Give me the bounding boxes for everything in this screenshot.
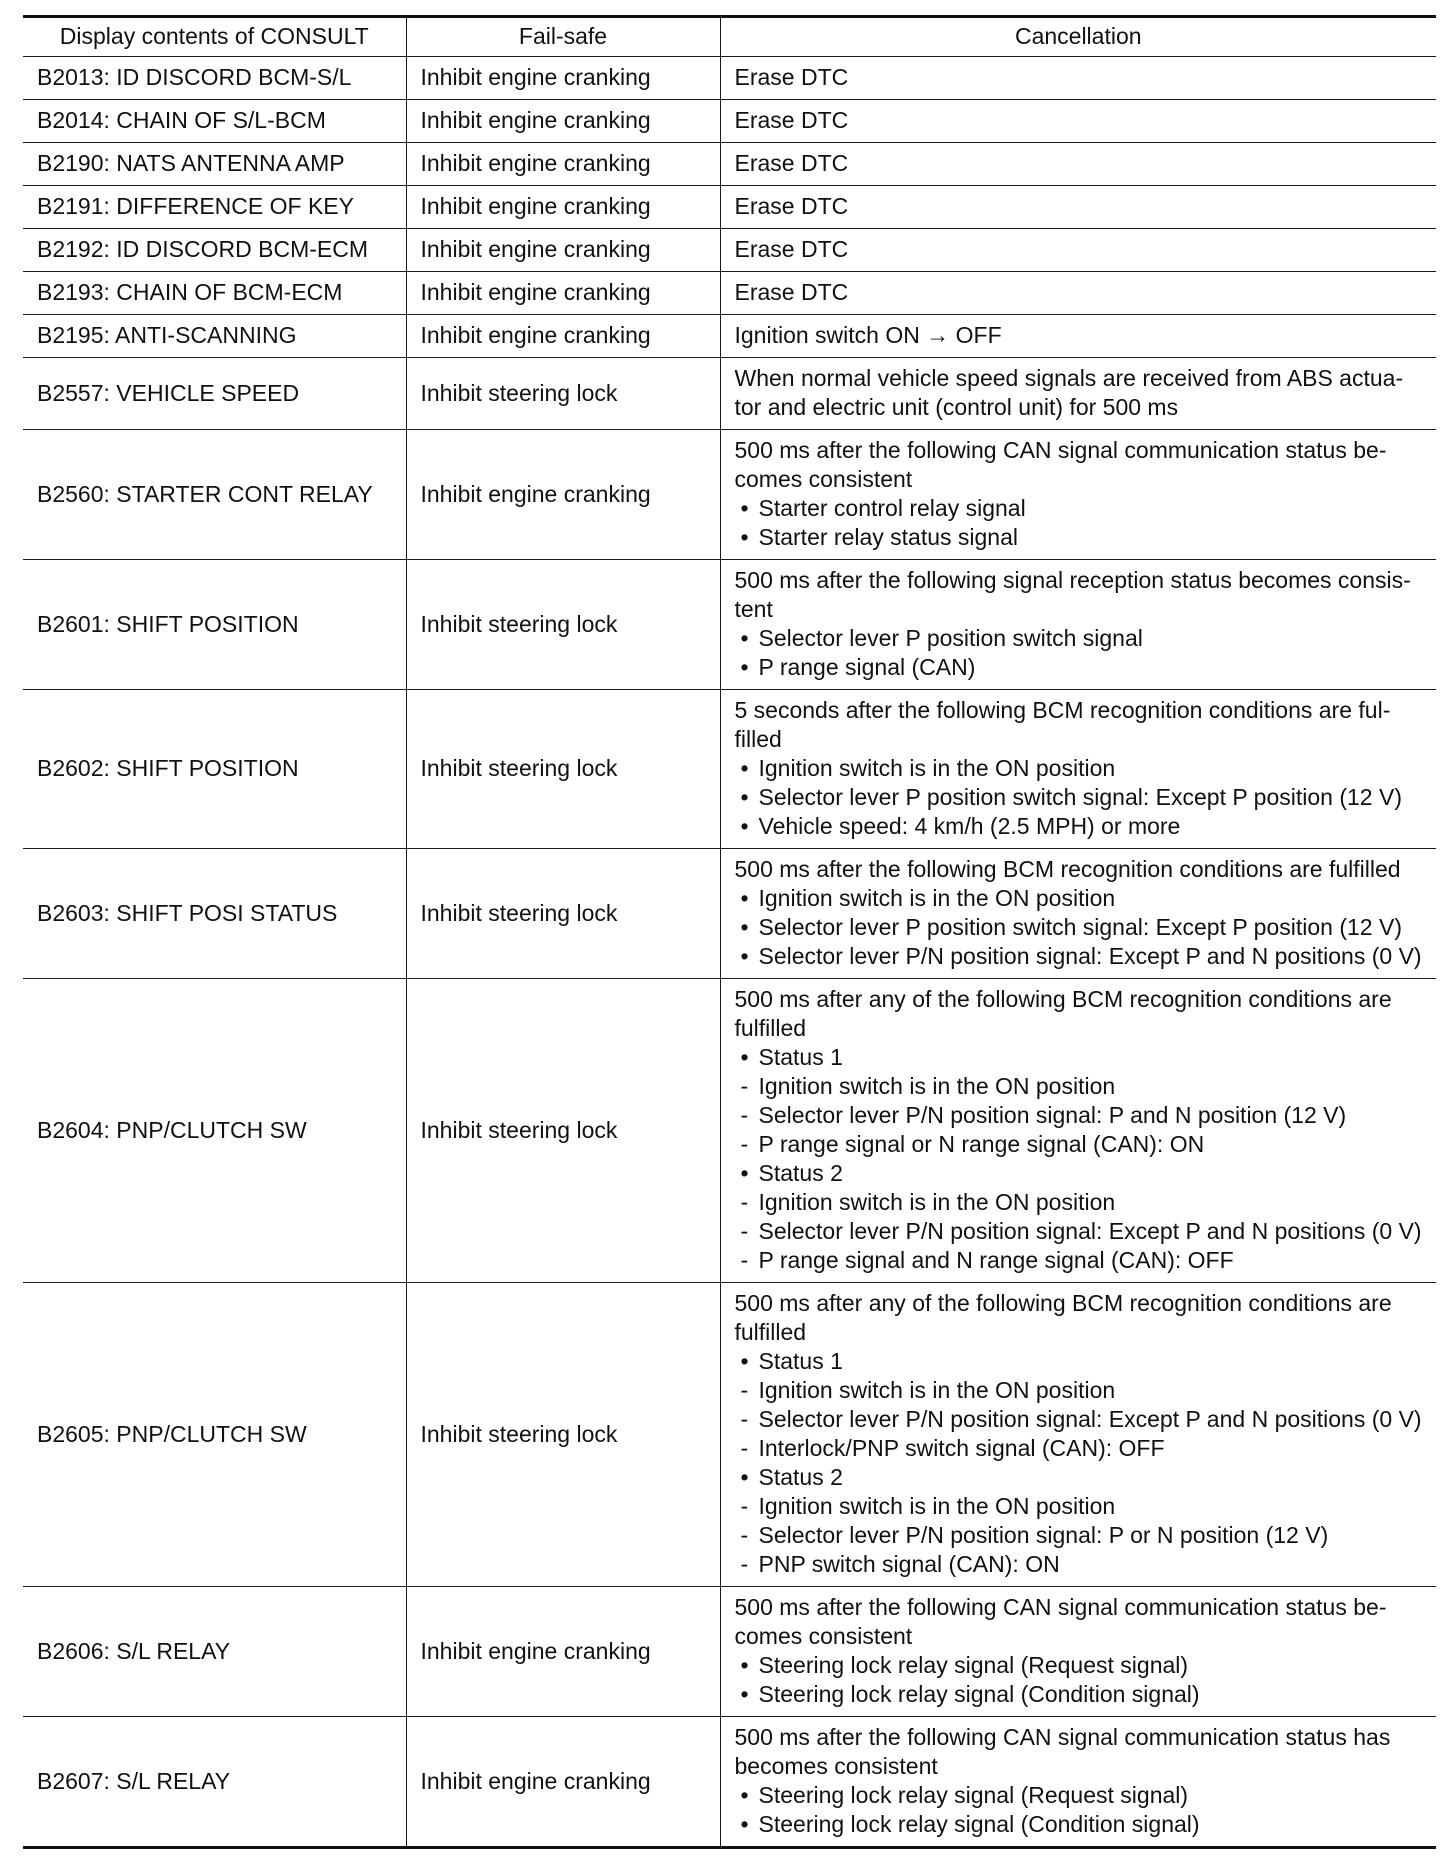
condition-text: Selector lever P/N position signal: P and N position (12 V) [758,1102,1347,1128]
condition-item [735,1492,1423,1521]
condition-text: Selector lever P/N position signal: P or N position (12 V) [758,1522,1329,1548]
condition-text: Selector lever P position switch signal: Except P position (12 V) [758,914,1402,940]
condition-list [735,494,1423,552]
condition-list [735,884,1423,971]
bullet-icon: • [740,943,749,969]
cancellation-cell [720,979,1436,1283]
bullet-icon: • [740,1348,749,1374]
condition-item [735,1072,1423,1101]
bullet-icon: • [740,885,749,911]
failsafe-cell: Inhibit engine cranking [406,100,720,143]
dtc-display-cell: B2557: VEHICLE SPEED [23,358,406,430]
condition-item [735,653,1423,682]
condition-text: PNP switch signal (CAN): ON [758,1551,1060,1577]
table-row [23,315,1436,358]
cancellation-cell [720,1717,1436,1848]
condition-text: Steering lock relay signal (Request signal) [758,1652,1189,1678]
cancellation-intro: 500 ms after the following CAN signal communication status has becomes consistent [734,1724,1391,1779]
condition-item [735,1550,1423,1579]
failsafe-cell: Inhibit engine cranking [406,143,720,186]
dash-icon: - [740,1377,749,1403]
dash-icon: - [740,1493,749,1519]
condition-item [735,1781,1423,1810]
failsafe-cell: Inhibit steering lock [406,1283,720,1587]
failsafe-cell: Inhibit engine cranking [406,57,720,100]
cancellation-intro: 500 ms after the following signal reception status becomes consis-tent [734,567,1411,622]
condition-text: Selector lever P position switch signal [758,625,1143,651]
cancellation-intro: 500 ms after any of the following BCM recognition conditions are fulfilled [734,1290,1392,1345]
bullet-icon: • [740,1044,749,1070]
condition-item [735,1521,1423,1550]
condition-text: Ignition switch is in the ON position [758,885,1116,911]
cancellation-cell [720,229,1436,272]
condition-item [735,1347,1423,1376]
table-row [23,1717,1436,1848]
condition-list [735,1651,1423,1709]
cancellation-cell [720,100,1436,143]
condition-text: Ignition switch is in the ON position [758,1189,1116,1215]
table-row [23,1587,1436,1717]
bullet-icon: • [740,1811,749,1837]
condition-text: Steering lock relay signal (Condition signal) [758,1811,1200,1837]
dash-icon: - [740,1102,749,1128]
failsafe-cell: Inhibit steering lock [406,690,720,849]
condition-text: P range signal and N range signal (CAN): OFF [758,1247,1234,1273]
condition-text: Steering lock relay signal (Request signal) [758,1782,1189,1808]
condition-item [735,1159,1423,1188]
condition-text: Selector lever P position switch signal: Except P position (12 V) [758,784,1402,810]
bullet-icon: • [740,784,749,810]
cancellation-cell [720,849,1436,979]
dtc-display-cell: B2190: NATS ANTENNA AMP [23,143,406,186]
dash-icon: - [740,1522,749,1548]
bullet-icon: • [740,625,749,651]
table-row [23,430,1436,560]
condition-item [735,1101,1423,1130]
condition-item [735,1188,1423,1217]
condition-text: Ignition switch is in the ON position [758,1073,1116,1099]
cancellation-cell [720,272,1436,315]
cancellation-cell [720,186,1436,229]
header-row [23,17,1436,57]
condition-text: Steering lock relay signal (Condition signal) [758,1681,1200,1707]
dash-icon: - [740,1189,749,1215]
condition-list [735,1781,1423,1839]
failsafe-cell: Inhibit engine cranking [406,1587,720,1717]
condition-text: Selector lever P/N position signal: Except P and N positions (0 V) [758,1218,1422,1244]
cancellation-cell [720,358,1436,430]
table-row [23,690,1436,849]
condition-text: Selector lever P/N position signal: Except P and N positions (0 V) [758,943,1422,969]
condition-text: Ignition switch is in the ON position [758,1377,1116,1403]
condition-item [735,1434,1423,1463]
table-row [23,272,1436,315]
dtc-display-cell: B2601: SHIFT POSITION [23,560,406,690]
condition-text: Status 2 [758,1160,843,1186]
cancellation-cell [720,690,1436,849]
bullet-icon: • [740,813,749,839]
condition-item [735,1405,1423,1434]
dash-icon: - [740,1247,749,1273]
dtc-display-cell: B2014: CHAIN OF S/L-BCM [23,100,406,143]
header-display-contents: Display contents of CONSULT [23,17,406,57]
dtc-display-cell: B2602: SHIFT POSITION [23,690,406,849]
condition-text: Selector lever P/N position signal: Except P and N positions (0 V) [758,1406,1422,1432]
cancellation-cell [720,1283,1436,1587]
cancellation-intro: Erase DTC [734,64,849,90]
condition-item [735,1680,1423,1709]
condition-text: Status 2 [758,1464,843,1490]
condition-item [735,1043,1423,1072]
dtc-display-cell: B2195: ANTI-SCANNING [23,315,406,358]
bullet-icon: • [740,524,749,550]
condition-item [735,1246,1423,1275]
header-cancellation: Cancellation [720,17,1436,57]
failsafe-cell: Inhibit steering lock [406,358,720,430]
cancellation-cell [720,57,1436,100]
condition-text: Status 1 [758,1044,843,1070]
cancellation-intro: Erase DTC [734,107,849,133]
bullet-icon: • [740,1652,749,1678]
condition-item [735,1130,1423,1159]
table-row [23,100,1436,143]
condition-list [735,1043,1423,1275]
cancellation-cell [720,143,1436,186]
failsafe-cell: Inhibit engine cranking [406,1717,720,1848]
bullet-icon: • [740,1464,749,1490]
condition-item [735,783,1423,812]
dtc-display-cell: B2606: S/L RELAY [23,1587,406,1717]
condition-text: Ignition switch is in the ON position [758,1493,1116,1519]
cancellation-intro: 5 seconds after the following BCM recognition conditions are ful-filled [734,697,1391,752]
condition-item [735,1217,1423,1246]
dtc-display-cell: B2607: S/L RELAY [23,1717,406,1848]
header-fail-safe: Fail-safe [406,17,720,57]
failsafe-cell: Inhibit steering lock [406,979,720,1283]
failsafe-cell: Inhibit steering lock [406,849,720,979]
dash-icon: - [740,1551,749,1577]
condition-text: Starter control relay signal [758,495,1026,521]
failsafe-cell: Inhibit engine cranking [406,430,720,560]
bullet-icon: • [740,755,749,781]
condition-item [735,624,1423,653]
cancellation-cell [720,1587,1436,1717]
cancellation-intro: Ignition switch ON → OFF [734,322,1002,348]
table-body [23,57,1436,1848]
bullet-icon: • [740,495,749,521]
condition-text: P range signal (CAN) [758,654,976,680]
table-row [23,1283,1436,1587]
failsafe-cell: Inhibit steering lock [406,560,720,690]
condition-item [735,913,1423,942]
cancellation-intro: 500 ms after the following BCM recognition conditions are fulfilled [734,856,1401,882]
condition-item [735,1463,1423,1492]
table-row [23,560,1436,690]
cancellation-intro: Erase DTC [734,279,849,305]
dtc-display-cell: B2191: DIFFERENCE OF KEY [23,186,406,229]
condition-text: Vehicle speed: 4 km/h (2.5 MPH) or more [758,813,1181,839]
dash-icon: - [740,1131,749,1157]
condition-item [735,494,1423,523]
dash-icon: - [740,1435,749,1461]
failsafe-table [23,15,1436,1849]
condition-text: Status 1 [758,1348,843,1374]
cancellation-intro: Erase DTC [734,236,849,262]
condition-item [735,942,1423,971]
dtc-display-cell: B2192: ID DISCORD BCM-ECM [23,229,406,272]
cancellation-intro: Erase DTC [734,193,849,219]
bullet-icon: • [740,654,749,680]
condition-item [735,1651,1423,1680]
failsafe-cell: Inhibit engine cranking [406,229,720,272]
dash-icon: - [740,1406,749,1432]
table-row [23,229,1436,272]
dtc-display-cell: B2603: SHIFT POSI STATUS [23,849,406,979]
cancellation-cell [720,560,1436,690]
dtc-display-cell: B2193: CHAIN OF BCM-ECM [23,272,406,315]
cancellation-cell [720,315,1436,358]
condition-item [735,812,1423,841]
condition-list [735,624,1423,682]
condition-item [735,1376,1423,1405]
dash-icon: - [740,1218,749,1244]
table-row [23,186,1436,229]
table-row [23,143,1436,186]
cancellation-intro: Erase DTC [734,150,849,176]
dtc-display-cell: B2604: PNP/CLUTCH SW [23,979,406,1283]
condition-item [735,884,1423,913]
cancellation-intro: 500 ms after the following CAN signal communication status be-comes consistent [734,1594,1387,1649]
dash-icon: - [740,1073,749,1099]
dtc-display-cell: B2605: PNP/CLUTCH SW [23,1283,406,1587]
dtc-display-cell: B2013: ID DISCORD BCM-S/L [23,57,406,100]
condition-text: Starter relay status signal [758,524,1019,550]
cancellation-intro: 500 ms after the following CAN signal communication status be-comes consistent [734,437,1387,492]
condition-list [735,1347,1423,1579]
condition-list [735,754,1423,841]
dtc-display-cell: B2560: STARTER CONT RELAY [23,430,406,560]
condition-text: Interlock/PNP switch signal (CAN): OFF [758,1435,1165,1461]
cancellation-cell [720,430,1436,560]
bullet-icon: • [740,914,749,940]
bullet-icon: • [740,1782,749,1808]
condition-item [735,523,1423,552]
table-row [23,358,1436,430]
condition-text: Ignition switch is in the ON position [758,755,1116,781]
cancellation-intro: 500 ms after any of the following BCM recognition conditions are fulfilled [734,986,1392,1041]
condition-item [735,1810,1423,1839]
condition-item [735,754,1423,783]
failsafe-cell: Inhibit engine cranking [406,272,720,315]
table-row [23,57,1436,100]
condition-text: P range signal or N range signal (CAN): ON [758,1131,1205,1157]
cancellation-intro: When normal vehicle speed signals are received from ABS actua-tor and electric unit (control unit) for 500 ms [734,365,1404,420]
table-row [23,849,1436,979]
failsafe-cell: Inhibit engine cranking [406,186,720,229]
table-row [23,979,1436,1283]
bullet-icon: • [740,1160,749,1186]
failsafe-cell: Inhibit engine cranking [406,315,720,358]
bullet-icon: • [740,1681,749,1707]
